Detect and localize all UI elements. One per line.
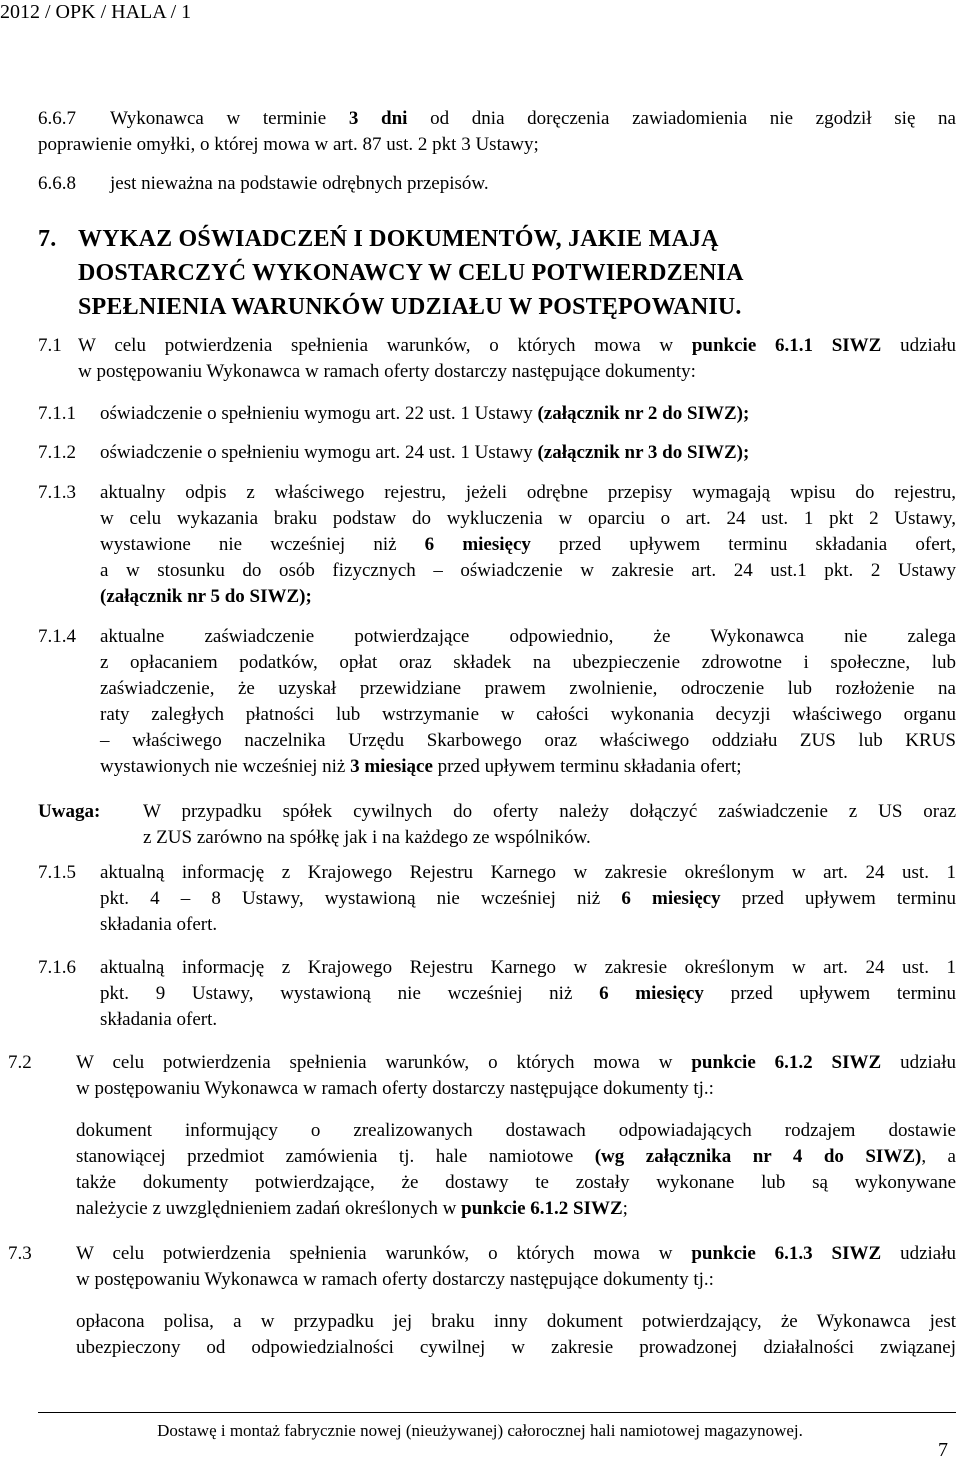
text-line: aktualne zaświadczenie potwierdzające odpowiednio, że Wykonawca nie zalega [100,626,956,647]
item-number: 7.1.4 [38,626,76,647]
text-line: pkt. 4 – 8 Ustawy, wystawioną nie wcześniej niż 6 miesięcy przed upływem terminu [100,888,956,909]
page-header: 2012 / OPK / HALA / 1 [0,1,192,23]
item-detail [76,1118,956,1222]
item-number: 7.1.1 [38,403,76,424]
footer-rule [38,1412,956,1413]
text-line: pkt. 9 Ustawy, wystawioną nie wcześniej niż 6 miesięcy przed upływem terminu [100,983,956,1004]
heading-line: DOSTARCZYĆ WYKONAWCY W CELU POTWIERDZENIA [78,260,744,286]
text-line: zaświadczenie, że uzyskał przewidziane prawem zwolnienie, odroczenie lub rozłożenie na [100,678,956,699]
item-text: jest nieważna na podstawie odrębnych przepisów. [110,173,489,194]
text-line: w postępowaniu Wykonawca w ramach oferty dostarczy następujące dokumenty: [78,361,696,382]
note-label: Uwaga: [38,801,101,822]
item-text [100,624,956,780]
text-line: W celu potwierdzenia spełnienia warunków, o których mowa w punkcie 6.1.1 SIWZ udziału [78,335,956,356]
item-number: 7.1.5 [38,862,76,883]
text-line: W celu potwierdzenia spełnienia warunków, o których mowa w punkcie 6.1.3 SIWZ udziału [76,1243,957,1264]
item-text [76,1050,956,1102]
item-text [78,333,956,385]
heading-number: 7. [38,226,57,252]
item-number: 7.1.6 [38,957,76,978]
item-detail [76,1309,956,1361]
text-line: w postępowaniu Wykonawca w ramach oferty dostarczy następujące dokumenty tj.: [76,1078,714,1099]
item-text [110,106,956,132]
item-number: 7.1.2 [38,442,76,463]
text-line: stanowiącej przedmiot zamówienia tj. hale namiotowe (wg załącznika nr 4 do SIWZ), a [76,1146,956,1167]
text-line: należycie z uwzględnieniem zadań określonych w punkcie 6.1.2 SIWZ; [76,1198,628,1219]
text-line: poprawienie omyłki, o której mowa w art. 87 ust. 2 pkt 3 Ustawy; [38,134,539,155]
text-line: z ZUS zarówno na spółkę jak i na każdego ze wspólników. [143,827,591,848]
text-line: Wykonawca w terminie 3 dni od dnia doręczenia zawiadomienia nie zgodził się na [110,108,956,129]
item-number: 7.1 [38,335,62,356]
item-number: 7.2 [8,1052,32,1073]
page-number: 7 [938,1439,948,1461]
text-line: aktualną informację z Krajowego Rejestru Karnego w zakresie określonym w art. 24 ust. 1 [100,957,956,978]
text-line: aktualną informację z Krajowego Rejestru Karnego w zakresie określonym w art. 24 ust. 1 [100,862,956,883]
note-text [143,799,956,851]
item-number: 7.1.3 [38,482,76,503]
text-line: składania ofert. [100,1009,218,1030]
text-line: w postępowaniu Wykonawca w ramach oferty dostarczy następujące dokumenty tj.: [76,1269,714,1290]
item-text-cont [38,132,956,158]
heading-line: SPEŁNIENIA WARUNKÓW UDZIAŁU W POSTĘPOWANIU. [78,294,742,320]
text-line: opłacona polisa, a w przypadku jej braku inny dokument potwierdzający, że Wykonawca jest [76,1311,956,1332]
item-text [100,955,956,1033]
text-line: W przypadku spółek cywilnych do oferty należy dołączyć zaświadczenie z US oraz [143,801,956,822]
text-line: aktualny odpis z właściwego rejestru, jeżeli odrębne przepisy wymagają wpisu do rejestru, [100,482,956,503]
text-line: wystawione nie wcześniej niż 6 miesięcy przed upływem terminu składania ofert, [100,534,957,555]
item-text: oświadczenie o spełnieniu wymogu art. 24 ust. 1 Ustawy (załącznik nr 3 do SIWZ); [100,442,750,463]
item-text [76,1241,956,1293]
text-line: wystawionych nie wcześniej niż 3 miesiące przed upływem terminu składania ofert; [100,756,742,777]
page-footer: Dostawę i montaż fabrycznie nowej (nieużywanej) całorocznej hali namiotowej magazynowej. [157,1421,803,1440]
text-line: w celu wykazania braku podstaw do wykluczenia w oparciu o art. 24 ust. 1 pkt 2 Ustawy, [100,508,956,529]
text-line: raty zaległych płatności lub wstrzymanie w całości wykonania decyzji właściwego organu [100,704,956,725]
item-number: 7.3 [8,1243,32,1264]
item-number: 6.6.7 [38,108,76,129]
item-number: 6.6.8 [38,173,76,194]
text-line: z opłacaniem podatków, opłat oraz składek na ubezpieczenie zdrowotne i społeczne, lub [100,652,956,673]
item-text: oświadczenie o spełnieniu wymogu art. 22 ust. 1 Ustawy (załącznik nr 2 do SIWZ); [100,403,750,424]
text-line: W celu potwierdzenia spełnienia warunków, o których mowa w punkcie 6.1.2 SIWZ udziału [76,1052,957,1073]
item-text [100,480,956,610]
text-line: składania ofert. [100,914,218,935]
text-line: dokument informujący o zrealizowanych dostawach odpowiadających rodzajem dostawie [76,1120,956,1141]
text-line: także dokumenty potwierdzające, że dostawy te zostały wykonane lub są wykonywane [76,1172,956,1193]
heading-line: WYKAZ OŚWIADCZEŃ I DOKUMENTÓW, JAKIE MAJĄ [78,226,719,252]
text-line: ubezpieczony od odpowiedzialności cywilnej w zakresie prowadzonej działalności związanej [76,1337,956,1358]
text-line: – właściwego naczelnika Urzędu Skarbowego oraz właściwego oddziału ZUS lub KRUS [100,730,956,751]
text-line: a w stosunku do osób fizycznych – oświadczenie w zakresie art. 24 ust.1 pkt. 2 Ustawy [100,560,956,581]
item-text [100,860,956,938]
text-line: (załącznik nr 5 do SIWZ); [100,586,312,607]
